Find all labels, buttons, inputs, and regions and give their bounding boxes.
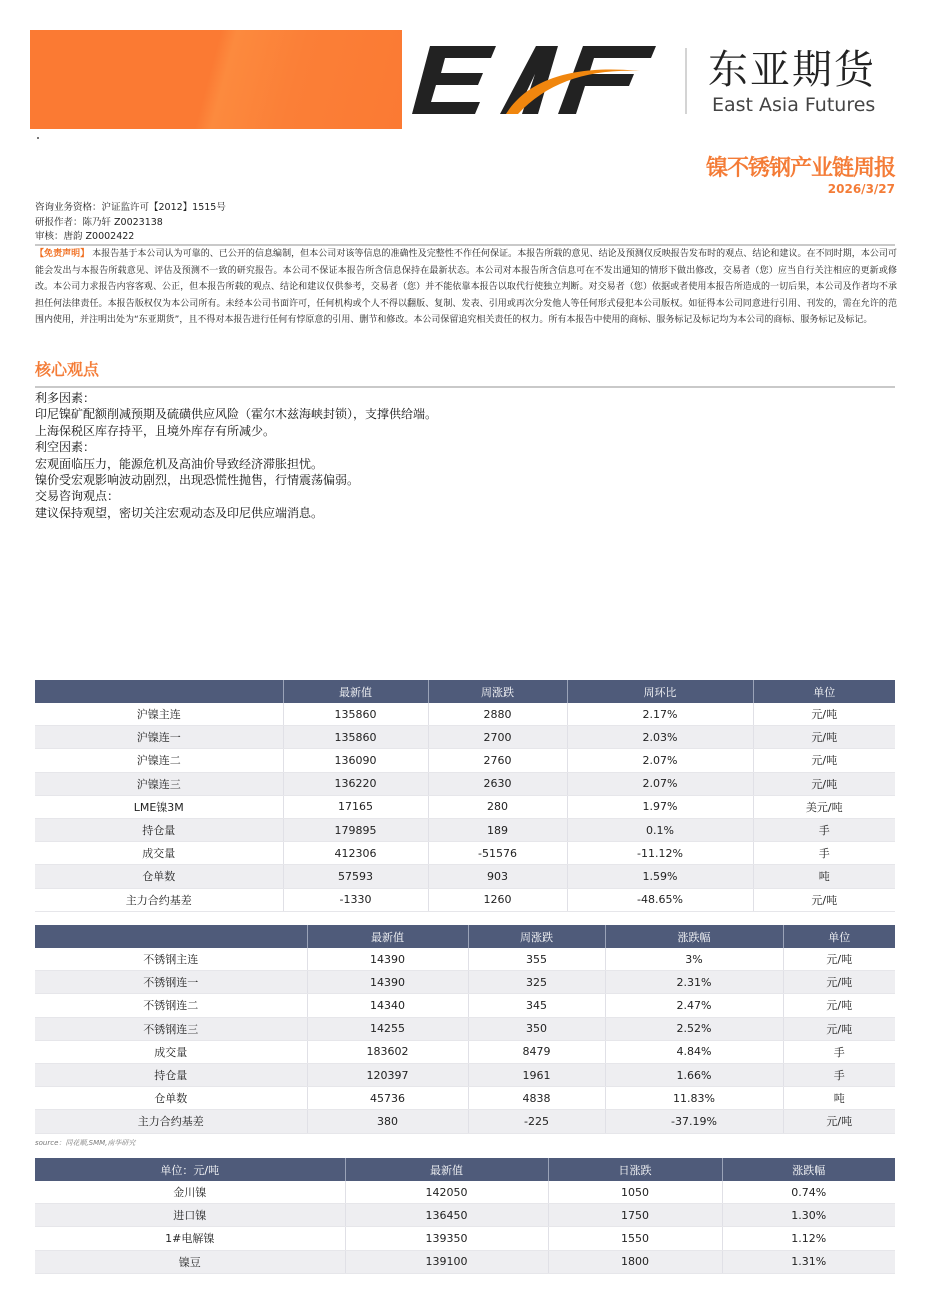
cell: 元/吨 [783, 1110, 895, 1133]
brand-name-cn: 东亚期货 [708, 47, 876, 93]
cell: 280 [428, 795, 567, 818]
disclaimer [35, 246, 897, 329]
cell: 8479 [468, 1040, 605, 1063]
cell: 金川镍 [35, 1181, 345, 1204]
cell: 2700 [428, 726, 567, 749]
cell: 沪镍连二 [35, 749, 283, 772]
cell: 136220 [283, 772, 428, 795]
cell: 2630 [428, 772, 567, 795]
cell: 345 [468, 994, 605, 1017]
cell: 179895 [283, 818, 428, 841]
bullish-label: 利多因素： [35, 391, 96, 405]
report-date: 2026/3/27 [827, 182, 895, 196]
cell: 手 [753, 842, 895, 865]
cell: 元/吨 [753, 703, 895, 726]
cell: 1.66% [605, 1063, 783, 1086]
report-title: 镍不锈钢产业链周报 [705, 156, 895, 181]
cell: -225 [468, 1110, 605, 1133]
table-row [35, 1063, 895, 1086]
column-header: 日涨跌 [548, 1158, 722, 1181]
column-header: 周涨跌 [428, 680, 567, 703]
cell: -48.65% [567, 888, 753, 911]
cell: 183602 [307, 1040, 468, 1063]
cell: 手 [783, 1040, 895, 1063]
core-line: 镍价受宏观影响波动剧烈，出现恐慌性抛售，行情震荡偏弱。 [35, 473, 360, 488]
table-row [35, 726, 895, 749]
cell: 镍豆 [35, 1250, 345, 1273]
cell: 4.84% [605, 1040, 783, 1063]
cell: 1750 [548, 1204, 722, 1227]
cell: 380 [307, 1110, 468, 1133]
cell: 元/吨 [783, 994, 895, 1017]
cell: 142050 [345, 1181, 548, 1204]
cell: 1260 [428, 888, 567, 911]
cell: 1961 [468, 1063, 605, 1086]
cell: 14255 [307, 1017, 468, 1040]
core-line: 建议保持观望，密切关注宏观动态及印尼供应端消息。 [35, 505, 324, 520]
cell: 2760 [428, 749, 567, 772]
cell: 135860 [283, 703, 428, 726]
table-row [35, 1227, 895, 1250]
cell: LME镍3M [35, 795, 283, 818]
core-line: 印尼镍矿配额削减预期及硫磺供应风险（霍尔木兹海峡封锁），支撑供给端。 [35, 407, 438, 422]
cell: 仓单数 [35, 1087, 307, 1110]
cell: 14390 [307, 948, 468, 971]
column-header: 单位：元/吨 [35, 1158, 345, 1181]
table-header-row [35, 680, 895, 703]
cell: 1.97% [567, 795, 753, 818]
cell: 1#电解镍 [35, 1227, 345, 1250]
table-row [35, 1110, 895, 1133]
cell: 3% [605, 948, 783, 971]
decorative-dot [37, 137, 39, 139]
cell: 成交量 [35, 842, 283, 865]
table-row [35, 795, 895, 818]
cell: 2880 [428, 703, 567, 726]
core-view-body [35, 390, 437, 521]
section-title-core-view: 核心观点 [35, 360, 100, 379]
author: 研报作者：陈乃轩 Z0023138 [35, 216, 163, 228]
divider [35, 386, 895, 388]
core-line: 宏观面临压力，能源危机及高油价导致经济滞胀担忧。 [35, 456, 324, 471]
eaf-logo-icon [408, 44, 658, 116]
table-row [35, 994, 895, 1017]
cell: 139350 [345, 1227, 548, 1250]
cell: 不锈钢连二 [35, 994, 307, 1017]
cell: 仓单数 [35, 865, 283, 888]
table-row [35, 703, 895, 726]
cell: 元/吨 [783, 1017, 895, 1040]
column-header [35, 925, 307, 948]
cell: 11.83% [605, 1087, 783, 1110]
cell: 14390 [307, 971, 468, 994]
report-meta [35, 201, 226, 245]
cell: 1800 [548, 1250, 722, 1273]
cell: 2.31% [605, 971, 783, 994]
table-row [35, 842, 895, 865]
source-note: source：同花顺,SMM,南华研究 [35, 1139, 136, 1147]
cell: 美元/吨 [753, 795, 895, 818]
cell: 沪镍主连 [35, 703, 283, 726]
disclaimer-text: 本报告基于本公司认为可靠的、已公开的信息编制，但本公司对该等信息的准确性及完整性不作任何保证。本报告所载的意见、结论及预测仅反映报告发布时的观点、结论和建议。在不同时期，本公司可能会发出与本报告所载意见、评估及预测不一致的研究报告。本公司不保证本报告所含信息保持在最新状态。本公司对本报告所含信息可在不发出通知的情形下做出修改，交易者（您）应当自行关注相应的更新或修改。本公司力求报告内容客观、公正，但本报告所载的观点、结论和建议仅供参考，交易者（您）并不能依靠本报告以取代行使独立判断。对交易者（您）依据或者使用本报告所造成的一切后果，本公司及作者均不承担任何法律责任。本报告版权仅为本公司所有。未经本公司书面许可，任何机构或个人不得以翻版、复制、发表、引用或再次分发他人等任何形式侵犯本公司版权。如征得本公司同意进行引用、刊发的，需在允许的范围内使用，并注明出处为“东亚期货”，且不得对本报告进行任何有悖原意的引用、删节和修改。本公司保留追究相关责任的权力。所有本报告中使用的商标、服务标记及标记均为本公司的商标、服务标记及标记。 [35, 249, 897, 325]
cell: 1.59% [567, 865, 753, 888]
cell: 136090 [283, 749, 428, 772]
cell: 136450 [345, 1204, 548, 1227]
table-row [35, 1204, 895, 1227]
column-header: 单位 [753, 680, 895, 703]
table-row [35, 971, 895, 994]
cell: 吨 [753, 865, 895, 888]
cell: 不锈钢连一 [35, 971, 307, 994]
cell: 412306 [283, 842, 428, 865]
cell: -11.12% [567, 842, 753, 865]
brand-name-en: East Asia Futures [712, 94, 876, 116]
cell: 2.03% [567, 726, 753, 749]
cell: 元/吨 [753, 726, 895, 749]
cell: 2.07% [567, 772, 753, 795]
cell: 355 [468, 948, 605, 971]
cell: 135860 [283, 726, 428, 749]
cell: 17165 [283, 795, 428, 818]
cell: 2.47% [605, 994, 783, 1017]
cell: 持仓量 [35, 1063, 307, 1086]
cell: 57593 [283, 865, 428, 888]
cell: -1330 [283, 888, 428, 911]
table-row [35, 1017, 895, 1040]
table-row [35, 772, 895, 795]
table-row [35, 818, 895, 841]
table-row [35, 888, 895, 911]
cell: 0.1% [567, 818, 753, 841]
table-header-row [35, 1158, 895, 1181]
cell: 903 [428, 865, 567, 888]
cell: 325 [468, 971, 605, 994]
table-row [35, 1087, 895, 1110]
column-header [35, 680, 283, 703]
column-header: 周涨跌 [468, 925, 605, 948]
cell: 成交量 [35, 1040, 307, 1063]
cell: 139100 [345, 1250, 548, 1273]
cell: 1.31% [722, 1250, 895, 1273]
stainless-futures-table [35, 925, 895, 1134]
header-banner [30, 30, 402, 129]
cell: 1550 [548, 1227, 722, 1250]
cell: 元/吨 [783, 948, 895, 971]
cell: 1.30% [722, 1204, 895, 1227]
cell: 主力合约基差 [35, 1110, 307, 1133]
table-row [35, 1181, 895, 1204]
core-line: 上海保税区库存持平，且境外库存有所减少。 [35, 423, 276, 438]
cell: 350 [468, 1017, 605, 1040]
logo-divider [685, 48, 687, 114]
cell: 主力合约基差 [35, 888, 283, 911]
cell: 1050 [548, 1181, 722, 1204]
table-row [35, 865, 895, 888]
table-row [35, 749, 895, 772]
cell: 元/吨 [753, 772, 895, 795]
column-header: 最新值 [345, 1158, 548, 1181]
cell: 14340 [307, 994, 468, 1017]
cell: 元/吨 [753, 749, 895, 772]
cell: -51576 [428, 842, 567, 865]
cell: 持仓量 [35, 818, 283, 841]
cell: 手 [753, 818, 895, 841]
cell: 沪镍连三 [35, 772, 283, 795]
reviewer: 审核：唐韵 Z0002422 [35, 231, 135, 242]
qualification: 咨询业务资格：沪证监许可【2012】1515号 [35, 202, 226, 213]
cell: 2.52% [605, 1017, 783, 1040]
cell: 1.12% [722, 1227, 895, 1250]
table-row [35, 948, 895, 971]
disclaimer-tag: 【免责声明】 [35, 249, 90, 259]
cell: 吨 [783, 1087, 895, 1110]
cell: 45736 [307, 1087, 468, 1110]
cell: 0.74% [722, 1181, 895, 1204]
column-header: 最新值 [307, 925, 468, 948]
cell: 4838 [468, 1087, 605, 1110]
cell: -37.19% [605, 1110, 783, 1133]
cell: 进口镍 [35, 1204, 345, 1227]
column-header: 涨跌幅 [605, 925, 783, 948]
cell: 手 [783, 1063, 895, 1086]
table-row [35, 1250, 895, 1273]
cell: 元/吨 [783, 971, 895, 994]
cell: 2.07% [567, 749, 753, 772]
table-row [35, 1040, 895, 1063]
cell: 120397 [307, 1063, 468, 1086]
column-header: 涨跌幅 [722, 1158, 895, 1181]
cell: 不锈钢连三 [35, 1017, 307, 1040]
table-header-row [35, 925, 895, 948]
nickel-futures-table [35, 680, 895, 912]
column-header: 单位 [783, 925, 895, 948]
advice-label: 交易咨询观点： [35, 489, 120, 504]
cell: 不锈钢主连 [35, 948, 307, 971]
cell: 沪镍连一 [35, 726, 283, 749]
spot-price-table [35, 1158, 895, 1274]
cell: 2.17% [567, 703, 753, 726]
cell: 元/吨 [753, 888, 895, 911]
column-header: 最新值 [283, 680, 428, 703]
bearish-label: 利空因素： [35, 440, 96, 455]
cell: 189 [428, 818, 567, 841]
column-header: 周环比 [567, 680, 753, 703]
